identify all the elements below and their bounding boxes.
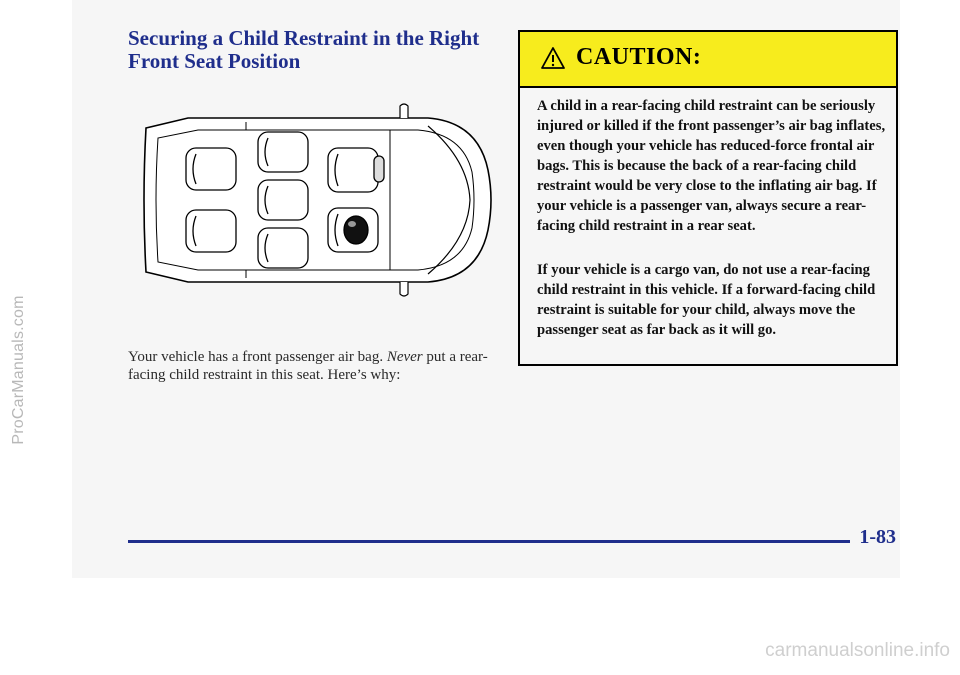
front-passenger-seat xyxy=(328,208,378,252)
side-watermark: ProCarManuals.com xyxy=(10,295,27,445)
never-emphasis: Never xyxy=(386,349,423,365)
warning-triangle-icon xyxy=(540,46,566,70)
caution-box xyxy=(518,30,898,366)
rear-seat-right xyxy=(186,210,236,252)
caution-header xyxy=(520,32,896,88)
section-title: Securing a Child Restraint in the Right Front Seat Position xyxy=(128,26,480,73)
mirror-bottom xyxy=(400,282,408,296)
mirror-top xyxy=(400,104,408,118)
middle-seat-top xyxy=(258,132,308,172)
caution-label: CAUTION: xyxy=(576,44,702,70)
footer-rule xyxy=(128,540,850,543)
rear-seat-left xyxy=(186,148,236,190)
middle-seat-bottom xyxy=(258,228,308,268)
page-number: 1-83 xyxy=(859,526,896,548)
bottom-watermark: carmanualsonline.info xyxy=(765,640,950,661)
caution-paragraph-1: A child in a rear-facing child restraint can be seriously injured or killed if the front passenger’s air bag inflates, even though your vehicle has reduced-force frontal air bags. This is because the back of a rear-facing child restraint would be very close to the inflating air bag. If your vehicle is a passenger van, always secure a rear-facing child restraint in a rear seat. xyxy=(537,98,886,234)
caution-paragraph-2: If your vehicle is a cargo van, do not use a rear-facing child restraint in this vehicle. If a forward-facing child restraint is suitable for your child, always move the passenger seat as far back as it will go. xyxy=(537,262,876,338)
middle-seat-center xyxy=(258,180,308,220)
driver-seat xyxy=(328,148,384,192)
van-seating-diagram xyxy=(128,100,506,300)
body-paragraph: Your vehicle has a front passenger air bag. Never put a rear-facing child restraint in this seat. Here’s why: xyxy=(128,349,488,383)
van-body-outline xyxy=(144,118,491,282)
